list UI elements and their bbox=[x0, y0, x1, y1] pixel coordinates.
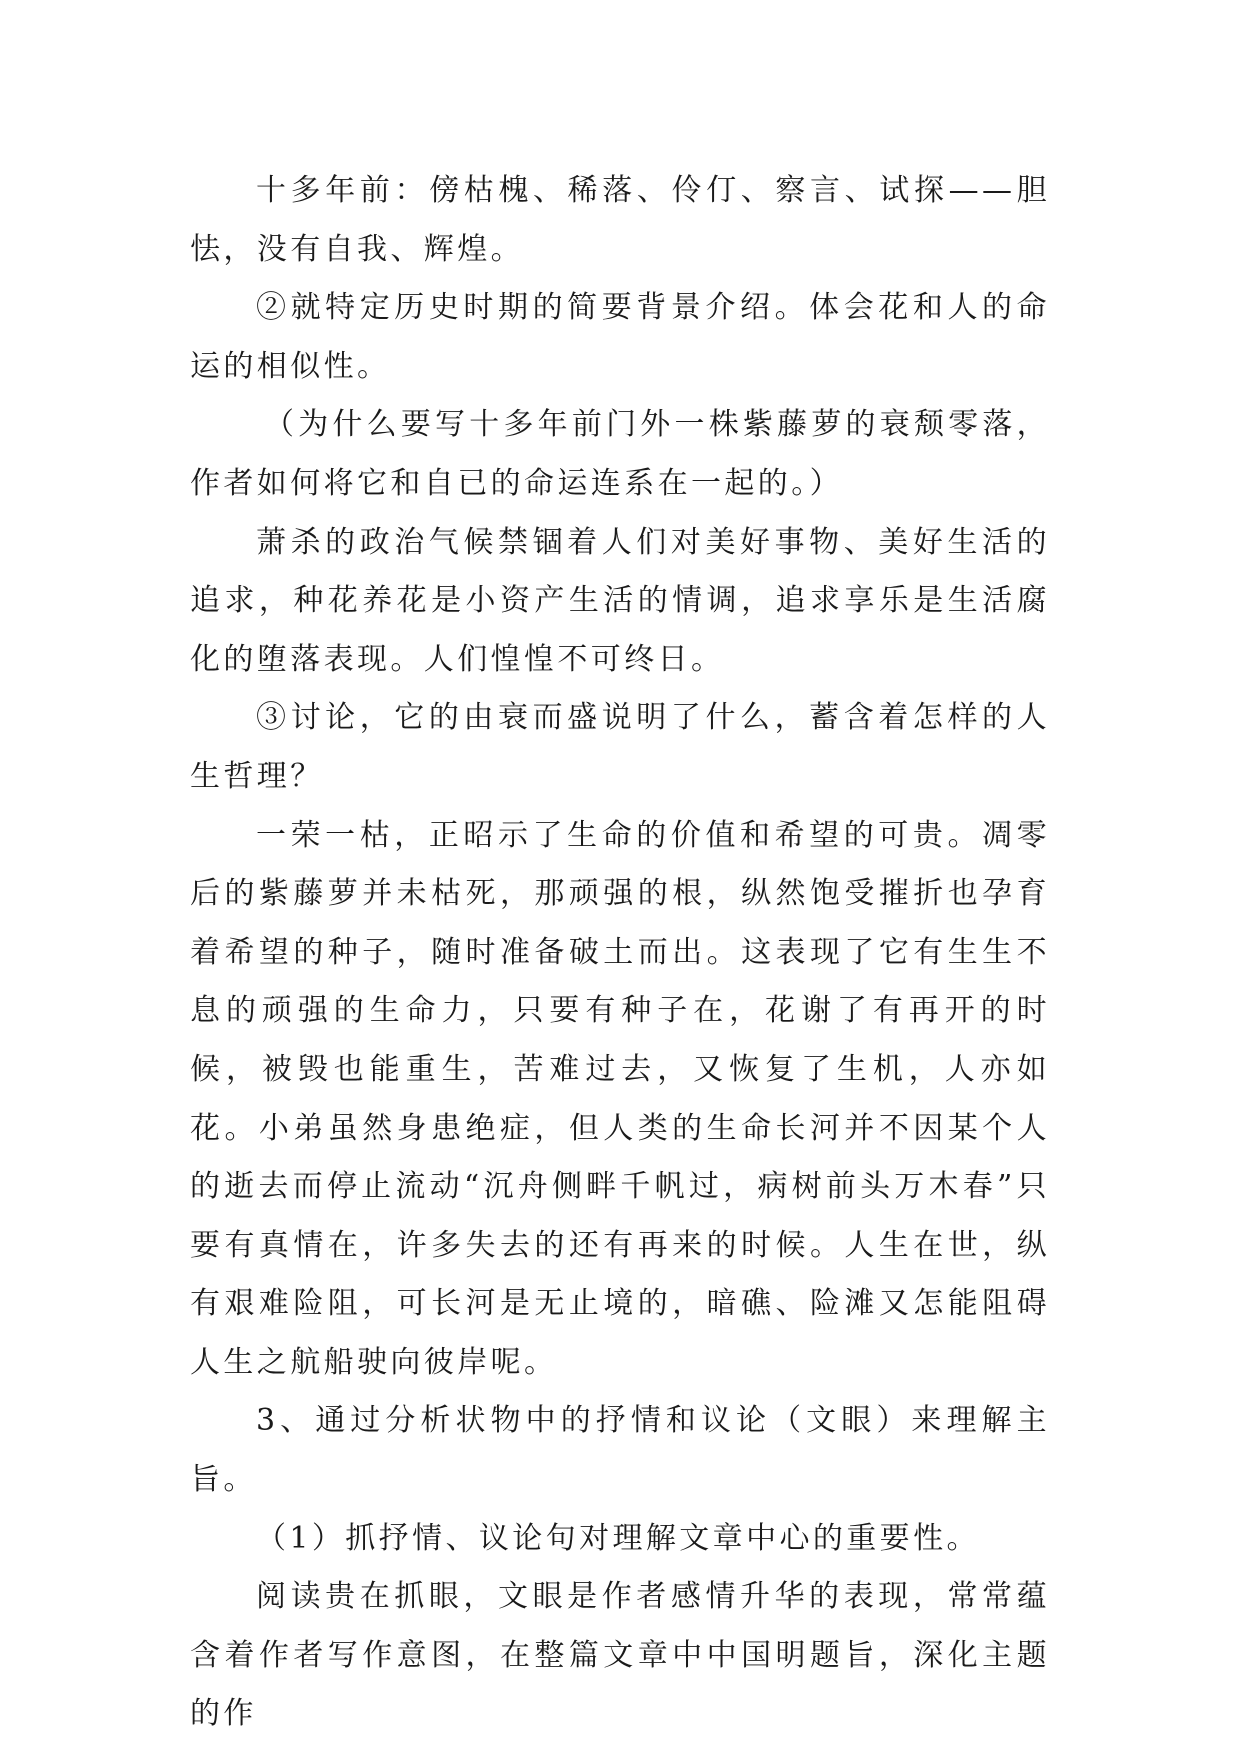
paragraph-reading-key: 阅读贵在抓眼，文眼是作者感情升华的表现，常常蕴含着作者写作意图，在整篇文章中中国明题旨，深化主题的作 bbox=[190, 1579, 1050, 1732]
paragraph-question-note: （为什么要写十多年前门外一株紫藤萝的衰颓零落，作者如何将它和自已的命运连系在一起的。） bbox=[190, 407, 1050, 501]
paragraph-background-intro: ②就特定历史时期的简要背景介绍。体会花和人的命运的相似性。 bbox=[190, 290, 1050, 384]
paragraph-discussion-prompt: ③讨论，它的由衰而盛说明了什么，蓄含着怎样的人生哲理？ bbox=[190, 700, 1050, 794]
paragraph-life-philosophy: 一荣一枯，正昭示了生命的价值和希望的可贵。凋零后的紫藤萝并未枯死，那顽强的根，纵然饱受摧折也孕育着希望的种子，随时准备破土而出。这表现了它有生生不息的顽强的生命力，只要有种子在，花谢了有再开的时候，被毁也能重生，苦难过去，又恢复了生机，人亦如花。小弟虽然身患绝症，但人类的生命长河并不因某个人的逝去而停止流动“沉舟侧畔千帆过，病树前头万木春”只要有真情在，许多失去的还有再来的时候。人生在世，纵有艰难险阻，可长河是无止境的，暗礁、险滩又怎能阻碍人生之航船驶向彼岸呢。 bbox=[190, 817, 1050, 1380]
paragraph-political-climate: 萧杀的政治气候禁锢着人们对美好事物、美好生活的追求，种花养花是小资产生活的情调，追求享乐是生活腐化的堕落表现。人们惶惶不可终日。 bbox=[190, 524, 1050, 677]
paragraph-section-3-heading: 3、通过分析状物中的抒情和议论（文眼）来理解主旨。 bbox=[190, 1403, 1050, 1498]
paragraph-past-description: 十多年前：傍枯槐、稀落、伶仃、察言、试探——胆怯，没有自我、辉煌。 bbox=[190, 173, 1050, 267]
document-body bbox=[190, 162, 1050, 1744]
paragraph-subsection-1-heading: （1）抓抒情、议论句对理解文章中心的重要性。 bbox=[256, 1520, 980, 1556]
